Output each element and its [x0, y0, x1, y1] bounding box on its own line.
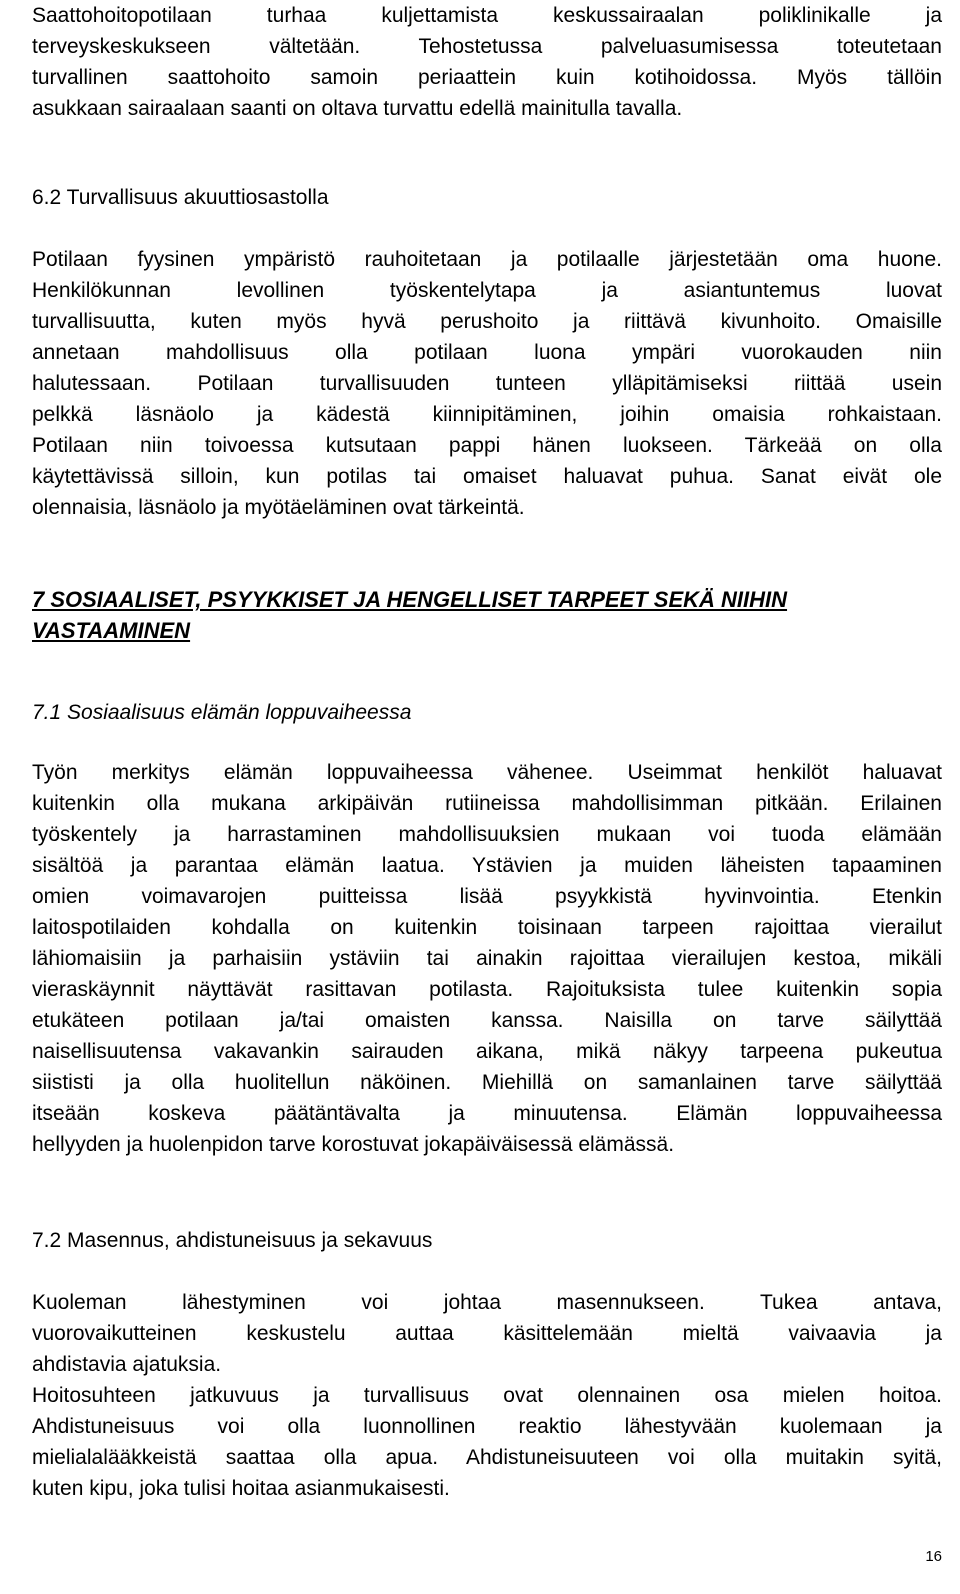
text-line: halutessaan. Potilaan turvallisuuden tunteen ylläpitämiseksi riittää usein: [32, 372, 942, 395]
text-line: Työn merkitys elämän loppuvaiheessa vähenee. Useimmat henkilöt haluavat: [32, 761, 942, 784]
text-line: vieraskäynnit näyttävät rasittavan potilasta. Rajoituksista tulee kuitenkin sopia: [32, 978, 942, 1001]
paragraph-7-1: [32, 757, 942, 1160]
text-line: itseään koskeva päätäntävalta ja minuutensa. Elämän loppuvaiheessa: [32, 1102, 942, 1125]
text-line: kuten kipu, joka tulisi hoitaa asianmukaisesti.: [32, 1477, 450, 1500]
text-line: olennaisia, läsnäolo ja myötäeläminen ovat tärkeintä.: [32, 496, 525, 519]
paragraph-7-2-a: [32, 1287, 942, 1380]
text-line: vuorovaikutteinen keskustelu auttaa käsittelemään mieltä vaivaavia ja: [32, 1322, 942, 1345]
section-heading-7-1: 7.1 Sosiaalisuus elämän loppuvaiheessa: [32, 701, 412, 724]
text-line: laitospotilaiden kohdalla on kuitenkin toisinaan tarpeen rajoittaa vierailut: [32, 916, 942, 939]
paragraph-intro: [32, 0, 942, 124]
text-line: Kuoleman lähestyminen voi johtaa masennukseen. Tukea antava,: [32, 1291, 942, 1314]
text-line: sisältöä ja parantaa elämän laatua. Ystävien ja muiden läheisten tapaaminen: [32, 854, 942, 877]
chapter-heading-7: [32, 584, 942, 646]
text-line: omien voimavarojen puitteissa lisää psyykkistä hyvinvointia. Etenkin: [32, 885, 942, 908]
text-line: mielialalääkkeistä saattaa olla apua. Ahdistuneisuuteen voi olla muitakin syitä,: [32, 1446, 942, 1469]
page-number: 16: [925, 1548, 942, 1565]
text-line: kuitenkin olla mukana arkipäivän rutiineissa mahdollisimman pitkään. Erilainen: [32, 792, 942, 815]
text-line: käytettävissä silloin, kun potilas tai omaiset haluavat puhua. Sanat eivät ole: [32, 465, 942, 488]
text-line: Hoitosuhteen jatkuvuus ja turvallisuus ovat olennainen osa mielen hoitoa.: [32, 1384, 942, 1407]
section-heading-6-2: 6.2 Turvallisuus akuuttiosastolla: [32, 186, 329, 209]
text-line: terveyskeskukseen vältetään. Tehostetussa palveluasumisessa toteutetaan: [32, 35, 942, 58]
text-line: Saattohoitopotilaan turhaa kuljettamista keskussairaalan poliklinikalle ja: [32, 4, 942, 27]
text-line: Henkilökunnan levollinen työskentelytapa ja asiantuntemus luovat: [32, 279, 942, 302]
text-line: turvallinen saattohoito samoin periaattein kuin kotihoidossa. Myös tällöin: [32, 66, 942, 89]
text-line: naisellisuutensa vakavankin sairauden aikana, mikä näkyy tarpeena pukeutua: [32, 1040, 942, 1063]
paragraph-6-2: [32, 244, 942, 523]
text-line: pelkkä läsnäolo ja kädestä kiinnipitäminen, joihin omaisia rohkaistaan.: [32, 403, 942, 426]
text-line: turvallisuutta, kuten myös hyvä perushoito ja riittävä kivunhoito. Omaisille: [32, 310, 942, 333]
text-line: siististi ja olla huolitellun näköinen. Miehillä on samanlainen tarve säilyttää: [32, 1071, 942, 1094]
text-line: Ahdistuneisuus voi olla luonnollinen reaktio lähestyvään kuolemaan ja: [32, 1415, 942, 1438]
text-line: hellyyden ja huolenpidon tarve korostuvat jokapäiväisessä elämässä.: [32, 1133, 675, 1156]
paragraph-7-2-b: [32, 1380, 942, 1504]
heading-line: VASTAAMINEN: [32, 618, 191, 643]
text-line: lähiomaisiin ja parhaisiin ystäviin tai ainakin rajoittaa vierailujen kestoa, mikäli: [32, 947, 942, 970]
text-line: annetaan mahdollisuus olla potilaan luona ympäri vuorokauden niin: [32, 341, 942, 364]
text-line: etukäteen potilaan ja/tai omaisten kanssa. Naisilla on tarve säilyttää: [32, 1009, 942, 1032]
text-line: työskentely ja harrastaminen mahdollisuuksien mukaan voi tuoda elämään: [32, 823, 942, 846]
heading-line: 7 SOSIAALISET, PSYYKKISET JA HENGELLISET TARPEET SEKÄ NIIHIN: [32, 587, 788, 612]
text-line: Potilaan fyysinen ympäristö rauhoitetaan ja potilaalle järjestetään oma huone.: [32, 248, 942, 271]
text-line: asukkaan sairaalaan saanti on oltava turvattu edellä mainitulla tavalla.: [32, 97, 683, 120]
section-heading-7-2: 7.2 Masennus, ahdistuneisuus ja sekavuus: [32, 1229, 433, 1252]
text-line: ahdistavia ajatuksia.: [32, 1353, 222, 1376]
text-line: Potilaan niin toivoessa kutsutaan pappi hänen luokseen. Tärkeää on olla: [32, 434, 942, 457]
